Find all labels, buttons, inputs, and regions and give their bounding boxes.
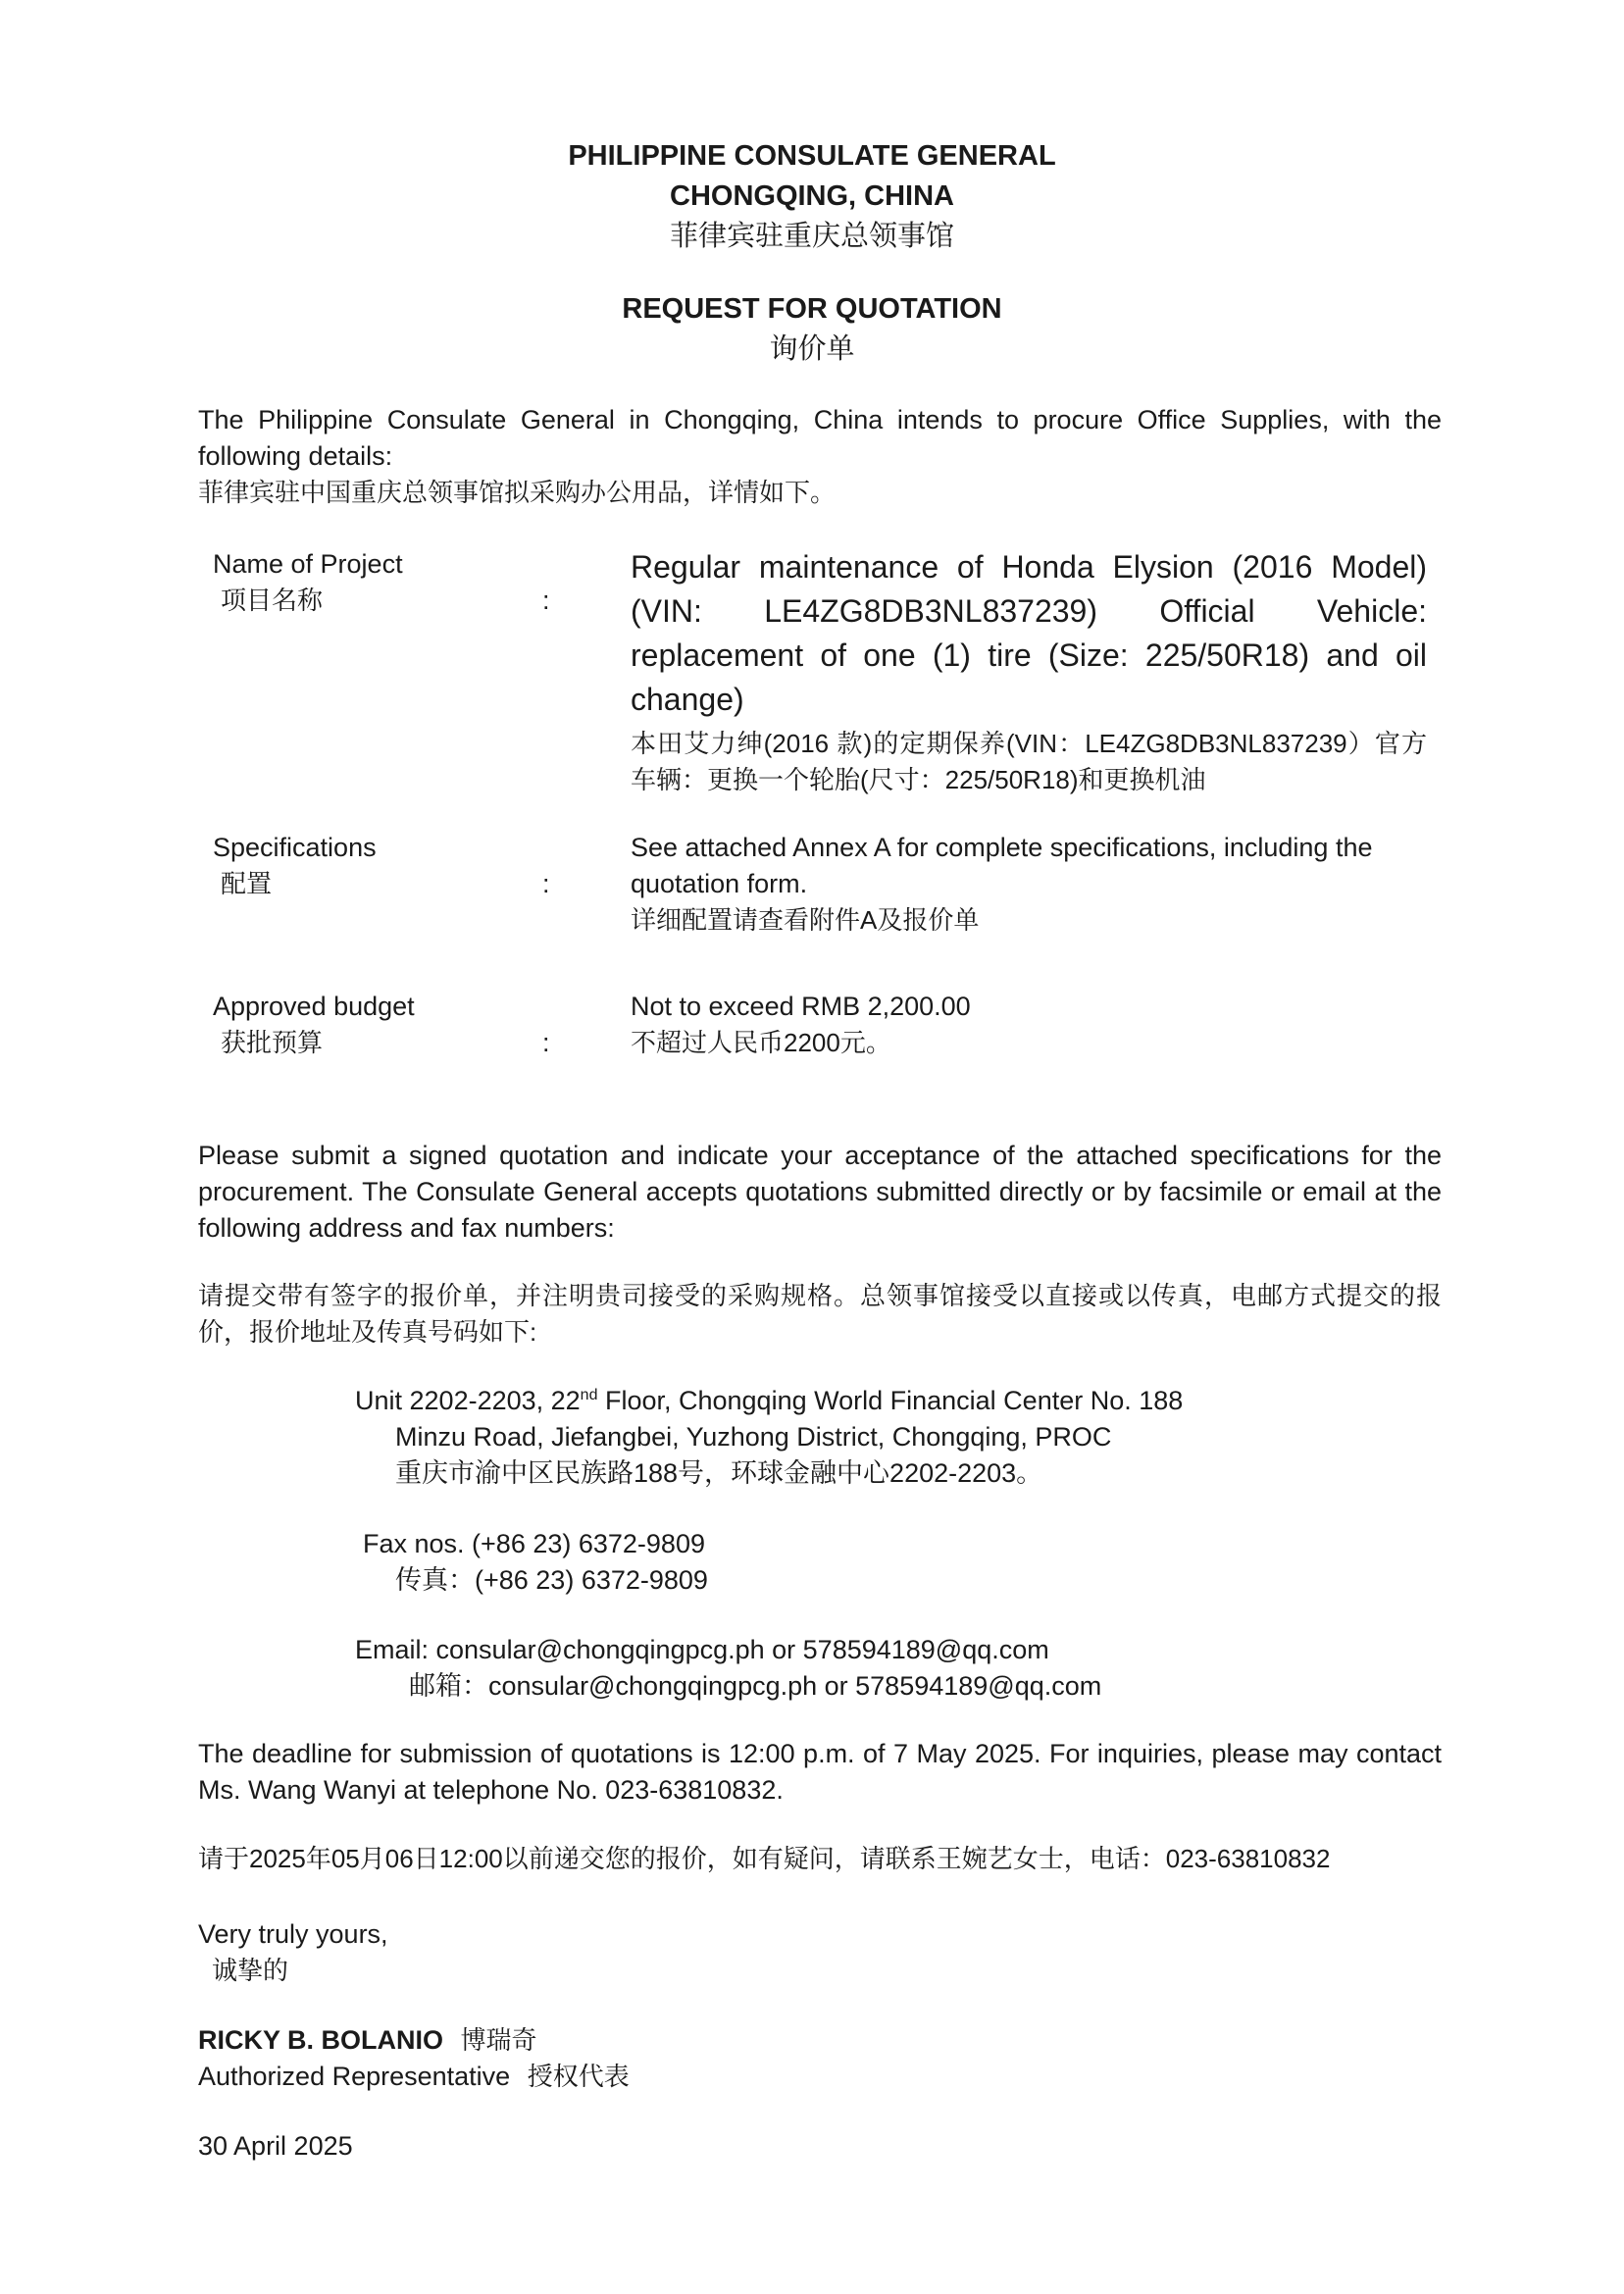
budget-value-en: Not to exceed RMB 2,200.00 <box>631 992 971 1021</box>
intro-text: The Philippine Consulate General in Chongqing, China intends to procure Office Supplies, with the following details: <box>198 405 1442 471</box>
closing-text-cn: 诚挚的 <box>212 1956 289 1985</box>
document-header <box>0 136 1624 257</box>
specifications-label <box>213 830 377 902</box>
consulate-name-cn: 菲律宾驻重庆总领事馆 <box>669 221 954 252</box>
intro-text-cn: 菲律宾驻中国重庆总领事馆拟采购办公用品，详情如下。 <box>198 478 837 507</box>
submission-text: Please submit a signed quotation and indicate your acceptance of the attached specifications for the procurement. The Consulate General accepts quotations submitted directly or by facsimile or email at the following address and fax numbers: <box>198 1141 1442 1243</box>
budget-value <box>631 989 1427 1061</box>
submission-text-cn: 请提交带有签字的报价单，并注明贵司接受的采购规格。总领事馆接受以直接或以传真，电邮方式提交的报价，报价地址及传真号码如下: <box>198 1281 1442 1347</box>
address-line-2: Minzu Road, Jiefangbei, Yuzhong District, Chongqing, PROC <box>395 1422 1112 1452</box>
submission-paragraph <box>198 1138 1442 1247</box>
specifications-label-en: Specifications <box>213 833 377 862</box>
deadline-text: The deadline for submission of quotations is 12:00 p.m. of 7 May 2025. For inquiries, please may contact Ms. Wang Wanyi at telephone No. 023-63810832. <box>198 1739 1442 1805</box>
budget-colon: : <box>542 1028 550 1057</box>
consulate-name: PHILIPPINE CONSULATE GENERAL <box>568 140 1056 172</box>
email-address-cn: 邮箱：consular@chongqingpcg.ph or 578594189@qq.com <box>409 1671 1102 1701</box>
specifications-label-cn: 配置 <box>221 869 273 898</box>
signatory-title: Authorized Representative <box>198 2062 511 2091</box>
budget-label-en: Approved budget <box>213 992 415 1021</box>
consulate-location: CHONGQING, CHINA <box>670 180 954 212</box>
document-title-block <box>0 289 1624 370</box>
signatory <box>198 2022 1442 2095</box>
address-line-cn: 重庆市渝中区民族路188号，环球金融中心2202-2203。 <box>395 1458 1043 1488</box>
closing <box>198 1916 1442 1989</box>
deadline-paragraph-cn <box>198 1841 1442 1877</box>
address-ordinal-suffix: nd <box>580 1387 598 1403</box>
project-label <box>213 546 403 619</box>
intro-paragraph <box>198 402 1442 511</box>
project-label-en: Name of Project <box>213 549 403 579</box>
budget-label <box>213 989 415 1061</box>
signatory-title-cn: 授权代表 <box>527 2062 630 2091</box>
signatory-name: RICKY B. BOLANIO <box>198 2025 444 2055</box>
specifications-colon: : <box>542 869 550 898</box>
project-colon: : <box>542 586 550 615</box>
project-value-cn: 本田艾力绅(2016 款)的定期保养(VIN：LE4ZG8DB3NL837239）官方车辆：更换一个轮胎(尺寸：225/50R18)和更换机油 <box>631 729 1427 794</box>
project-value <box>631 545 1427 798</box>
address-line-1 <box>355 1383 1183 1419</box>
project-label-cn: 项目名称 <box>221 586 324 615</box>
fax-number-cn: 传真：(+86 23) 6372-9809 <box>395 1565 708 1595</box>
address-line-1-post: Floor, Chongqing World Financial Center No. 188 <box>597 1386 1184 1415</box>
address-line-1-pre: Unit 2202-2203, 22 <box>355 1386 581 1415</box>
specifications-value-cn: 详细配置请查看附件A及报价单 <box>631 905 980 935</box>
document-title-cn: 询价单 <box>769 333 855 365</box>
document-title: REQUEST FOR QUOTATION <box>622 293 1002 325</box>
email-address: Email: consular@chongqingpcg.ph or 578594189@qq.com <box>355 1635 1049 1664</box>
budget-value-cn: 不超过人民币2200元。 <box>631 1028 891 1057</box>
specifications-value-en: See attached Annex A for complete specifications, including the quotation form. <box>631 833 1373 898</box>
signatory-name-cn: 博瑞奇 <box>460 2025 537 2055</box>
deadline-paragraph <box>198 1736 1442 1809</box>
closing-text: Very truly yours, <box>198 1919 388 1949</box>
budget-label-cn: 获批预算 <box>221 1028 324 1057</box>
deadline-text-cn: 请于2025年05月06日12:00以前递交您的报价，如有疑问，请联系王婉艺女士，电话：023-63810832 <box>198 1844 1331 1873</box>
document-date: 30 April 2025 <box>198 2131 353 2161</box>
fax-number: Fax nos. (+86 23) 6372-9809 <box>363 1529 705 1558</box>
specifications-value <box>631 830 1427 939</box>
submission-paragraph-cn <box>198 1278 1442 1351</box>
project-value-en: Regular maintenance of Honda Elysion (2016 Model) (VIN: LE4ZG8DB3NL837239) Official Vehicle: replacement of one (1) tire (Size: 225/50R18) and oil change) <box>631 549 1427 717</box>
